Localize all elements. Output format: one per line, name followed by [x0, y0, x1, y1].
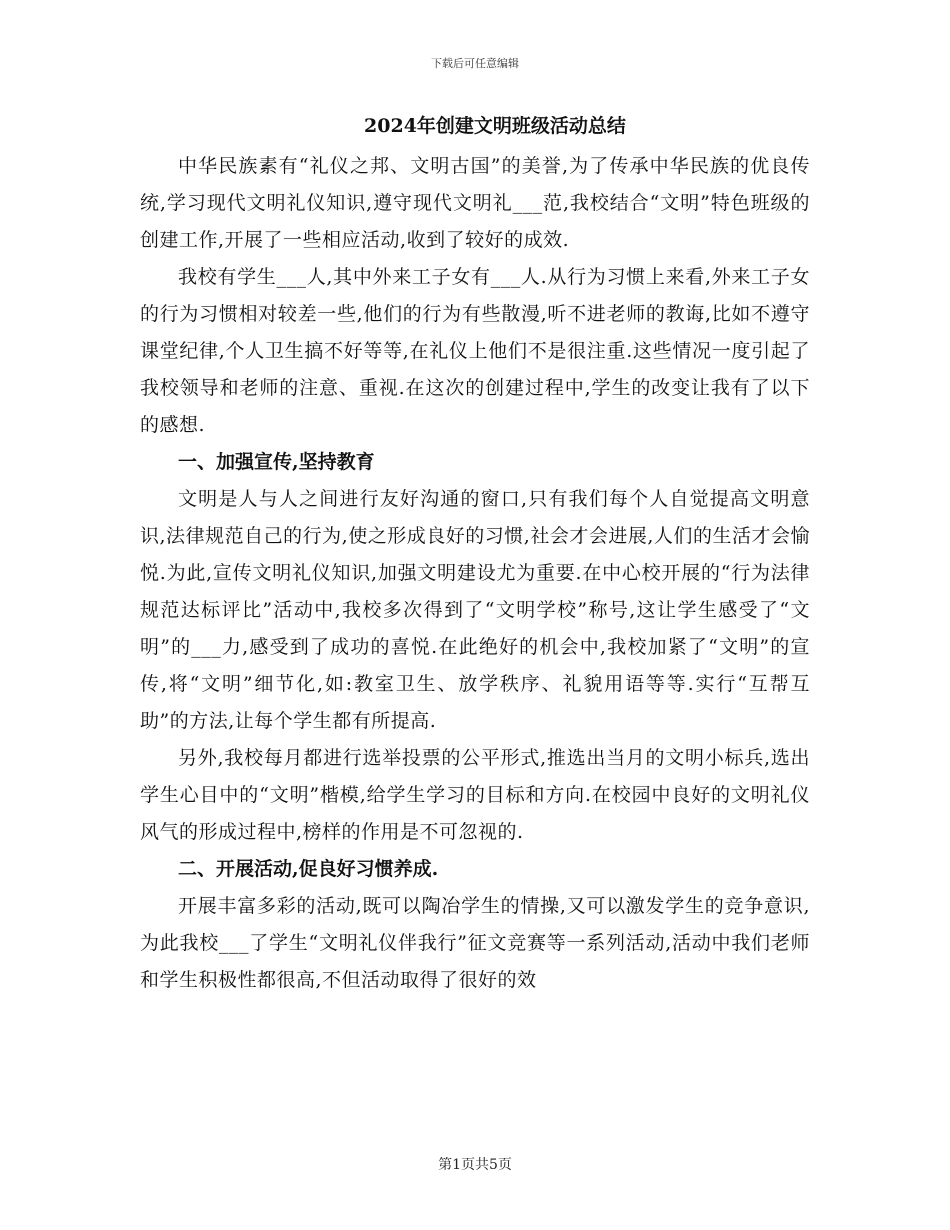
document-title: 2024年创建文明班级活动总结 [364, 115, 626, 137]
paragraph-intro: 中华民族素有“礼仪之邦、文明古国”的美誉,为了传承中华民族的优良传统,学习现代文明礼仪知识,遵守现代文明礼___范,我校结合“文明”特色班级的创建工作,开展了一些相应活动,收到了较好的成效. [140, 155, 810, 251]
paragraph-background: 我校有学生___人,其中外来工子女有___人.从行为习惯上来看,外来工子女的行为习惯相对较差一些,他们的行为有些散漫,听不进老师的教诲,比如不遵守课堂纪律,个人卫生搞不好等等,在礼仪上他们不是很注重.这些情况一度引起了我校领导和老师的注意、重视.在这次的创建过程中,学生的改变让我有了以下的感想. [140, 266, 810, 436]
section-heading-1: 一、加强宣传,坚持教育 [178, 451, 375, 473]
paragraph-section2-a: 开展丰富多彩的活动,既可以陶冶学生的情操,又可以激发学生的竞争意识,为此我校___了学生“文明礼仪伴我行”征文竞赛等一系列活动,活动中我们老师和学生积极性都很高,不但活动取得了很好的效 [140, 895, 810, 991]
document-body [140, 112, 810, 999]
header-note: 下载后可任意编辑 [431, 57, 519, 70]
section-heading-2: 二、开展活动,促良好习惯养成. [178, 858, 439, 880]
paragraph-section1-a: 文明是人与人之间进行友好沟通的窗口,只有我们每个人自觉提高文明意识,法律规范自己的行为,使之形成良好的习惯,社会才会进展,人们的生活才会愉悦.为此,宣传文明礼仪知识,加强文明建设尤为重要.在中心校开展的“行为法律规范达标评比”活动中,我校多次得到了“文明学校”称号,这让学生感受了“文明”的___力,感受到了成功的喜悦.在此绝好的机会中,我校加紧了“文明”的宣传,将“文明”细节化,如:教室卫生、放学秩序、礼貌用语等等.实行“互帮互助”的方法,让每个学生都有所提高. [140, 488, 810, 732]
page-number-footer: 第1页共5页 [438, 1157, 512, 1173]
paragraph-section1-b: 另外,我校每月都进行选举投票的公平形式,推选出当月的文明小标兵,选出学生心目中的“文明”楷模,给学生学习的目标和方向.在校园中良好的文明礼仪风气的形成过程中,榜样的作用是不可忽视的. [140, 747, 810, 843]
